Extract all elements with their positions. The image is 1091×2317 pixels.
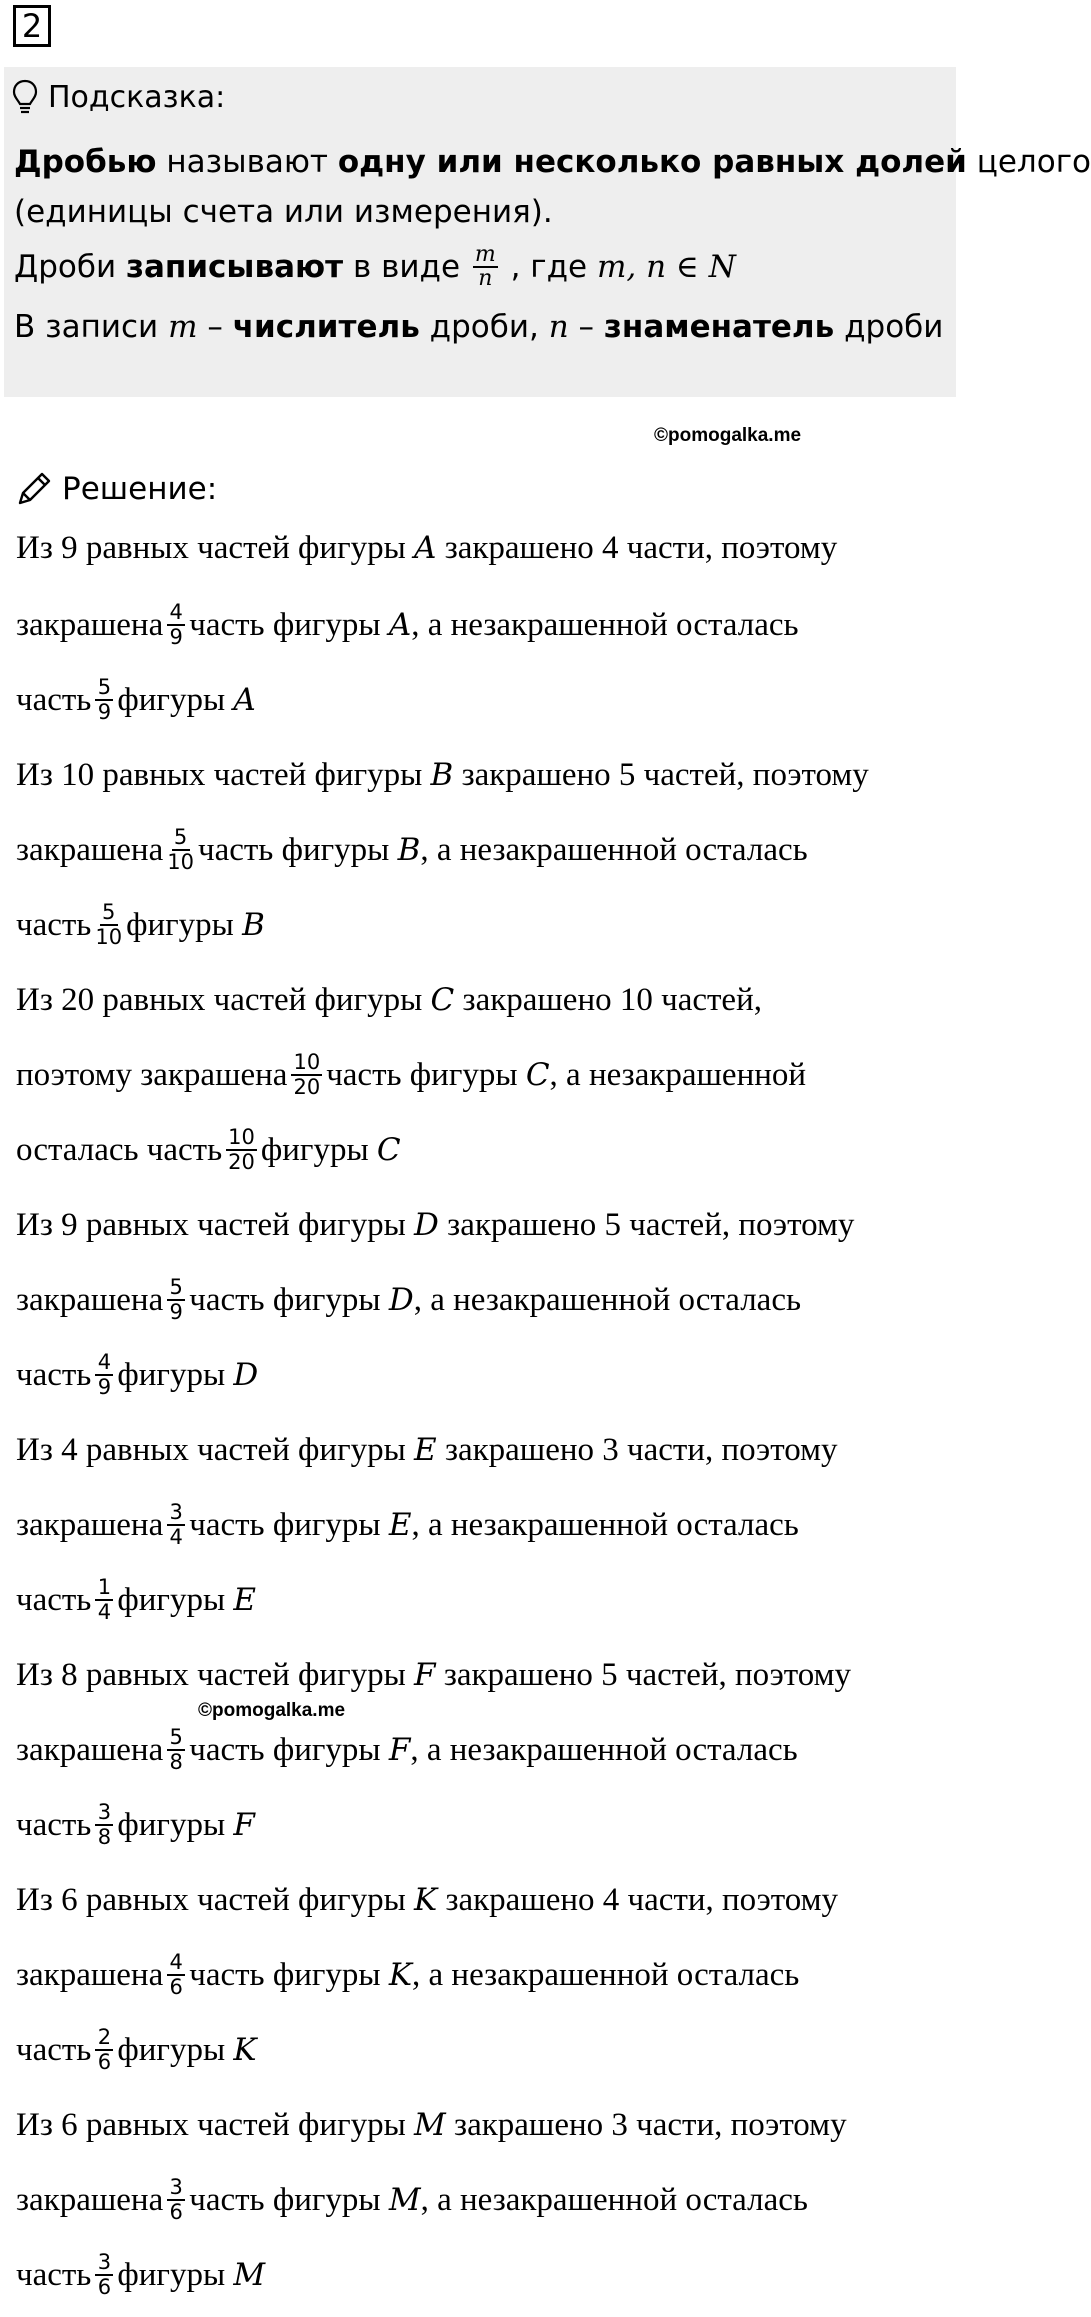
fraction (167, 826, 194, 874)
figure-variable: B (242, 907, 265, 943)
solution-title: Решение: (62, 471, 218, 507)
fraction-numerator: 1 (95, 1576, 113, 1601)
solution-text: часть фигуры (189, 1731, 389, 1768)
solution-text: , а незакрашенной осталась (420, 831, 808, 868)
solution-text: часть (16, 1356, 92, 1393)
solution-text: Из 10 равных частей фигуры (16, 756, 431, 793)
solution-text: Из 6 равных частей фигуры (16, 2106, 415, 2143)
figure-variable: C (525, 1057, 550, 1093)
fraction-denominator: 4 (97, 1600, 112, 1624)
solution-text: фигуры (126, 906, 243, 943)
solution-text: Из 9 равных частей фигуры (16, 529, 415, 566)
solution-line (16, 1195, 854, 1255)
fraction (167, 1951, 185, 1999)
solution-text: часть фигуры (189, 1956, 389, 1993)
fraction-denominator: 20 (293, 1075, 321, 1099)
figure-variable: K (233, 2032, 257, 2068)
solution-line (16, 1345, 258, 1405)
fraction-numerator: 5 (172, 826, 190, 851)
figure-variable: C (430, 982, 455, 1018)
fraction (291, 1051, 322, 1099)
solution-text: часть фигуры (326, 1056, 526, 1093)
hint-line-1: Дробью называют одну или несколько равных долей целого (14, 144, 1091, 180)
term-fraction: Дробью (14, 144, 157, 180)
solution-text: закрашено 3 части, поэтому (445, 2106, 847, 2143)
solution-text: закрашена (16, 831, 164, 868)
fraction-numerator: 4 (95, 1351, 113, 1376)
solution-text: часть (16, 2031, 92, 2068)
solution-text: закрашена (16, 2181, 164, 2218)
fraction-denominator: 9 (169, 1300, 183, 1324)
fraction-numerator: 5 (167, 1726, 185, 1751)
fraction-numerator: 5 (95, 676, 113, 701)
solution-text: часть фигуры (189, 2181, 389, 2218)
term-write: записывают (125, 249, 344, 285)
fraction-m-over-n: $\frac{m}{n}$ (474, 242, 496, 291)
math-set: m, n ∈ N (596, 249, 736, 285)
solution-title-row (14, 467, 217, 511)
solution-text: , а незакрашенной осталась (410, 1731, 798, 1768)
term-denominator: знаменатель (603, 309, 835, 345)
figure-variable: D (233, 1357, 259, 1393)
fraction-denominator: 9 (97, 700, 112, 724)
solution-line (16, 2095, 847, 2155)
solution-text: Из 4 равных частей фигуры (16, 1431, 415, 1468)
fraction (167, 2176, 185, 2224)
solution-text: фигуры (117, 681, 234, 718)
fraction (95, 2251, 113, 2299)
solution-line (16, 1720, 798, 1780)
solution-text: часть (16, 681, 92, 718)
fraction-denominator: 8 (169, 1750, 183, 1774)
solution-text: часть (16, 1581, 92, 1618)
solution-text: , а незакрашенной (549, 1056, 807, 1093)
solution-text: , а незакрашенной осталась (413, 1281, 802, 1318)
solution-line (16, 670, 256, 730)
figure-variable: E (388, 1507, 412, 1543)
figure-variable: M (388, 2182, 421, 2218)
fraction (167, 1726, 185, 1774)
fraction (95, 676, 113, 724)
fraction-denominator: 20 (228, 1150, 255, 1174)
watermark-middle: ©pomogalka.me (198, 1700, 346, 1721)
solution-text: , а незакрашенной осталась (411, 606, 799, 643)
solution-line (16, 1645, 851, 1705)
figure-variable: K (388, 1957, 413, 1993)
fraction-numerator: 5 (167, 1276, 185, 1301)
solution-text: закрашена (16, 606, 164, 643)
fraction (95, 1576, 113, 1624)
solution-line (16, 1495, 799, 1555)
fraction-denominator: 8 (97, 1825, 112, 1849)
fraction-denominator: 4 (169, 1525, 183, 1549)
solution-line (16, 970, 762, 1030)
fraction (167, 1276, 185, 1324)
figure-variable: M (233, 2257, 266, 2293)
solution-text: закрашена (16, 1731, 164, 1768)
task-number: 2 (13, 5, 51, 47)
solution-line (16, 2020, 257, 2080)
figure-variable: F (388, 1732, 411, 1768)
solution-text: закрашена (16, 1506, 164, 1543)
solution-line (16, 1570, 256, 1630)
solution-text: закрашено 10 частей, (454, 981, 762, 1018)
solution-text: закрашено 4 части, поэтому (436, 529, 838, 566)
figure-variable: E (414, 1432, 437, 1468)
fraction (167, 1501, 185, 1549)
solution-text: закрашено 3 части, поэтому (436, 1431, 838, 1468)
solution-text: , а незакрашенной осталась (420, 2181, 808, 2218)
fraction (95, 901, 122, 949)
solution-line (16, 1270, 801, 1330)
fraction (226, 1126, 257, 1174)
fraction-denominator: 6 (97, 2050, 112, 2074)
solution-text: Из 9 равных частей фигуры (16, 1206, 415, 1243)
fraction-denominator: 10 (95, 925, 123, 949)
fraction-numerator: 3 (167, 2176, 185, 2201)
fraction (95, 2026, 113, 2074)
solution-text: часть фигуры (189, 1506, 389, 1543)
fraction-numerator: 10 (293, 1050, 321, 1074)
fraction-denominator: 6 (169, 1975, 183, 1999)
figure-variable: C (376, 1132, 401, 1168)
fraction-numerator: 5 (100, 901, 118, 926)
term-equal-parts: одну или несколько равных долей (337, 144, 967, 180)
figure-variable: D (388, 1282, 414, 1318)
solution-text: закрашена (16, 1281, 164, 1318)
solution-text: , а незакрашенной осталась (412, 1956, 800, 1993)
solution-text: фигуры (260, 1131, 377, 1168)
solution-text: Из 8 равных частей фигуры (16, 1656, 415, 1693)
solution-text: закрашено 5 частей, поэтому (453, 756, 869, 793)
hint-title: Подсказка: (48, 79, 226, 115)
solution-text: часть фигуры (197, 831, 398, 868)
solution-line (16, 895, 265, 955)
solution-line (16, 820, 808, 880)
figure-variable: A (388, 607, 412, 643)
fraction (167, 601, 185, 649)
solution-line (16, 1120, 401, 1180)
figure-variable: A (233, 682, 256, 718)
fraction-denominator: 9 (97, 1375, 112, 1399)
solution-line (16, 1870, 838, 1930)
solution-line (16, 1945, 799, 2005)
figure-variable: B (397, 832, 421, 868)
fraction (95, 1351, 113, 1399)
solution-text: осталась часть (16, 1131, 223, 1168)
solution-text: часть (16, 2256, 92, 2293)
solution-line (16, 2245, 265, 2305)
hint-line-3: Дроби записывают в виде $\frac{m}{n}$ , где m, n ∈ N (14, 242, 736, 291)
solution-text: часть (16, 1806, 92, 1843)
fraction-numerator: 4 (167, 601, 185, 626)
solution-line (16, 745, 869, 805)
solution-text: Из 6 равных частей фигуры (16, 1881, 415, 1918)
fraction-denominator: 6 (97, 2275, 112, 2299)
fraction-denominator: 9 (169, 625, 183, 649)
solution-line (16, 518, 837, 578)
watermark-top: ©pomogalka.me (654, 425, 802, 446)
figure-variable: D (414, 1207, 439, 1243)
solution-text: фигуры (117, 1581, 234, 1618)
figure-variable: F (233, 1807, 255, 1843)
pencil-icon (14, 469, 54, 509)
solution-line (16, 2170, 808, 2230)
solution-text: закрашено 4 части, поэтому (437, 1881, 838, 1918)
solution-text: часть фигуры (189, 1281, 389, 1318)
hint-box (4, 67, 1091, 397)
figure-variable: M (414, 2107, 446, 2143)
solution-text: закрашена (16, 1956, 164, 1993)
solution-text: фигуры (117, 2031, 234, 2068)
solution-line (16, 595, 799, 655)
solution-line (16, 1420, 837, 1480)
fraction-numerator: 3 (95, 1801, 113, 1826)
figure-variable: K (414, 1882, 438, 1918)
hint-title-row (12, 77, 225, 117)
figure-variable: A (414, 530, 437, 566)
solution-text: закрашено 5 частей, поэтому (438, 1206, 855, 1243)
figure-variable: E (233, 1582, 257, 1618)
solution-line (16, 1045, 806, 1105)
solution-text: часть (16, 906, 92, 943)
solution-text: фигуры (117, 1356, 234, 1393)
solution-text: , а незакрашенной осталась (411, 1506, 799, 1543)
fraction-numerator: 2 (95, 2026, 113, 2051)
fraction (95, 1801, 113, 1849)
hint-line-2: (единицы счета или измерения). (14, 194, 553, 230)
fraction-denominator: 10 (167, 850, 194, 874)
solution-text: Из 20 равных частей фигуры (16, 981, 431, 1018)
hint-line-4: В записи m – числитель дроби, n – знаменатель дроби (14, 309, 944, 345)
solution-text: часть фигуры (189, 606, 389, 643)
solution-text: фигуры (117, 2256, 234, 2293)
figure-variable: B (430, 757, 454, 793)
solution-line (16, 1795, 255, 1855)
solution-text: закрашено 5 частей, поэтому (435, 1656, 851, 1693)
solution-text: фигуры (117, 1806, 234, 1843)
solution-text: поэтому закрашена (16, 1056, 288, 1093)
fraction-numerator: 3 (167, 1501, 185, 1526)
lightbulb-icon (12, 79, 38, 115)
fraction-numerator: 10 (228, 1125, 255, 1149)
fraction-numerator: 3 (95, 2251, 113, 2276)
fraction-denominator: 6 (169, 2200, 183, 2224)
term-numerator: числитель (232, 309, 420, 345)
figure-variable: F (414, 1657, 436, 1693)
fraction-numerator: 4 (167, 1951, 185, 1976)
